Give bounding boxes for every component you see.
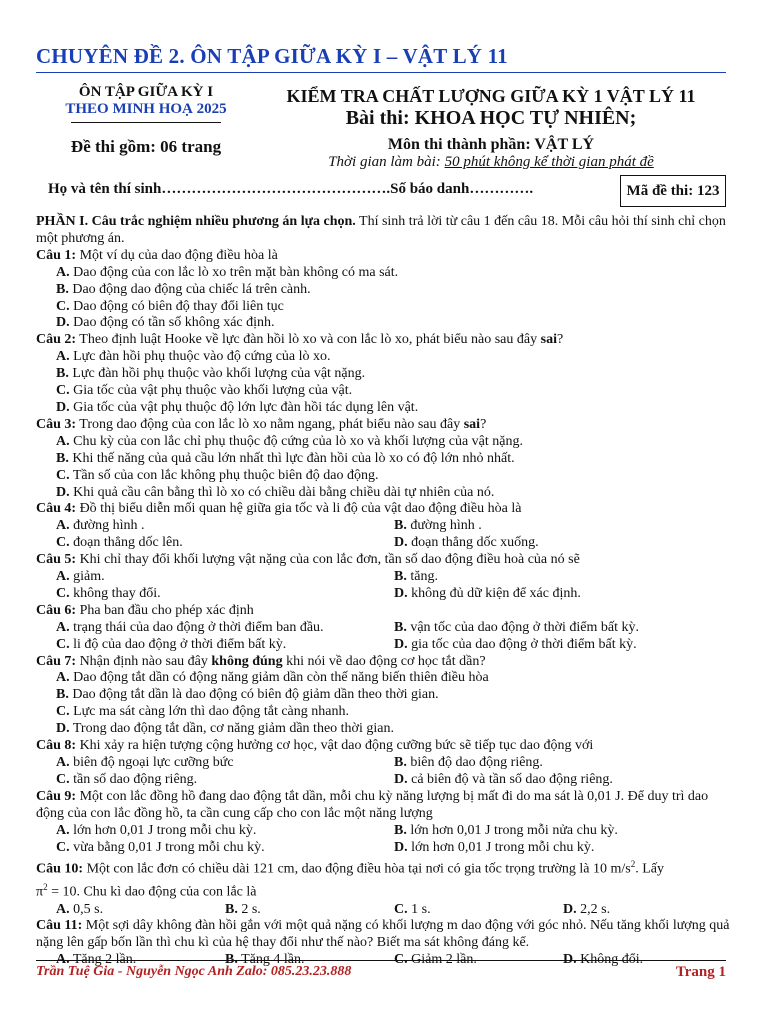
option-letter: C. xyxy=(56,636,70,652)
question-label: Câu 7: xyxy=(36,653,77,669)
option-text: Dao động có tần số không xác định. xyxy=(73,315,275,331)
option-text: biên độ dao động riêng. xyxy=(410,755,543,770)
question-tail: . Lấy xyxy=(635,862,665,878)
option-letter: C. xyxy=(56,585,70,601)
option-letter: C. xyxy=(394,901,408,917)
option-letter: D. xyxy=(394,535,408,551)
option-d xyxy=(563,902,732,919)
option-text: Dao động có biên độ thay đổi liên tục xyxy=(73,298,284,314)
option-d xyxy=(36,721,732,738)
option-letter: A. xyxy=(56,901,70,917)
option-text: Dao động của con lắc lò xo trên mặt bàn không có ma sát. xyxy=(73,264,399,280)
question-label: Câu 5: xyxy=(36,552,77,568)
exam-info-left xyxy=(48,84,244,157)
option-text: Tăng 2 lần. xyxy=(72,952,137,968)
page-number: 1 xyxy=(718,964,726,980)
page-count: Đề thi gồm: 06 trang xyxy=(70,137,222,156)
option-text: đường hình . xyxy=(73,518,145,534)
options-row-ab xyxy=(36,755,732,772)
left-divider xyxy=(71,122,221,123)
reference-label: THEO MINH HOẠ 2025 xyxy=(65,101,227,117)
option-b xyxy=(394,755,732,772)
option-letter: B. xyxy=(394,822,407,838)
question-text: Trong dao động của con lắc lò xo nằm ngang, phát biểu nào sau đây xyxy=(76,416,464,432)
option-c xyxy=(36,299,732,316)
question-label: Câu 4: xyxy=(36,501,77,517)
option-letter: A. xyxy=(56,264,70,280)
option-b xyxy=(36,366,732,383)
option-b xyxy=(394,823,732,840)
exam-info-right xyxy=(256,86,726,171)
option-text: vừa bằng 0,01 J trong mỗi chu kỳ. xyxy=(73,839,265,855)
options-row-cd xyxy=(36,840,732,857)
pi-symbol: π xyxy=(36,884,44,900)
question-text: Đồ thị biểu diễn mối quan hệ giữa gia tốc và li độ của vật dao động điều hòa là xyxy=(76,501,522,517)
option-c xyxy=(56,586,394,603)
option-c xyxy=(36,383,732,400)
option-letter: B. xyxy=(56,687,69,703)
option-text: Giảm 2 lần. xyxy=(411,952,477,968)
option-letter: D. xyxy=(56,484,70,500)
option-letter: A. xyxy=(56,518,70,534)
option-letter: B. xyxy=(394,755,407,770)
page-label: Trang xyxy=(675,964,719,980)
question-label: Câu 3: xyxy=(36,416,77,432)
option-text: Dao động dao động của chiếc lá trên cành. xyxy=(72,281,311,297)
option-letter: D. xyxy=(394,771,408,787)
question-label: Câu 8: xyxy=(36,738,77,754)
option-d xyxy=(36,315,732,332)
option-text: Dao động tắt dần là dao động có biên độ giảm dần theo thời gian. xyxy=(72,687,439,703)
question-3 xyxy=(36,417,732,434)
option-c xyxy=(56,772,394,789)
option-b xyxy=(36,282,732,299)
option-text: đoạn thẳng dốc xuống. xyxy=(411,535,539,551)
superscript: 2 xyxy=(43,882,48,892)
options-row-cd xyxy=(36,535,732,552)
options-row-ab xyxy=(36,518,732,535)
exam-title: KIỂM TRA CHẤT LƯỢNG GIỮA KỲ 1 VẬT LÝ 11 xyxy=(286,86,696,106)
question-text: Nhận định nào sau đây xyxy=(76,653,212,669)
question-emphasis: sai xyxy=(463,416,481,432)
option-text: giảm. xyxy=(73,569,105,585)
question-1 xyxy=(36,248,732,265)
options-row-ab xyxy=(36,620,732,637)
option-letter: B. xyxy=(56,366,69,382)
option-a xyxy=(56,620,394,637)
option-letter: B. xyxy=(394,518,407,534)
option-a xyxy=(36,434,732,451)
question-tail: khi nói về dao động cơ học tắt dần? xyxy=(282,653,486,669)
option-text: li độ của dao động ở thời điểm bất kỳ. xyxy=(73,636,287,652)
option-letter: D. xyxy=(394,636,408,652)
question-label: Câu 6: xyxy=(36,602,77,618)
option-c xyxy=(56,840,394,857)
option-d xyxy=(394,637,732,654)
question-text: Pha ban đầu cho phép xác định xyxy=(76,602,254,618)
option-letter: D. xyxy=(394,839,408,855)
options-row-cd xyxy=(36,637,732,654)
option-letter: C. xyxy=(394,952,408,968)
exam-subject: Bài thi: KHOA HỌC TỰ NHIÊN; xyxy=(345,107,637,129)
option-c xyxy=(36,704,732,721)
option-letter: A. xyxy=(56,952,70,968)
question-tail: ? xyxy=(480,416,487,432)
exam-code-box: Mã đề thi: 123 xyxy=(620,175,726,207)
exam-content xyxy=(36,214,732,969)
option-text: Gia tốc của vật phụ thuộc độ lớn lực đàn hồi tác dụng lên vật. xyxy=(73,399,419,415)
option-letter: A. xyxy=(56,619,70,635)
option-letter: C. xyxy=(56,298,70,314)
option-text: tăng. xyxy=(410,569,438,585)
question-10-line2 xyxy=(36,879,732,902)
time-label: Thời gian làm bài: xyxy=(328,154,445,170)
question-text: Một sợi dây không đàn hồi gắn với một quả nặng có khối lượng m dao động với góc nhỏ. Nếu tăng khối lượng quả nặng lên gấp bốn lần thì chu kì của hệ thay đổi như thế nào? Biết ma sát không đáng kể. xyxy=(36,918,730,951)
time-value: 50 phút không kể thời gian phát đề xyxy=(444,154,654,170)
option-text: 1 s. xyxy=(411,901,431,917)
option-letter: D. xyxy=(394,585,408,601)
question-text: Một con lắc đơn có chiều dài 121 cm, dao động điều hòa tại nơi có gia tốc trọng trường là 10 m/s xyxy=(83,862,631,878)
option-d xyxy=(394,535,732,552)
options-row-ab xyxy=(36,823,732,840)
option-c xyxy=(56,637,394,654)
option-text: Khi thế năng của quả cầu lớn nhất thì lực đàn hồi của lò xo có độ lớn nhỏ nhất. xyxy=(72,450,515,466)
part1-heading: PHẦN I. Câu trắc nghiệm nhiều phương án lựa chọn. xyxy=(36,214,356,229)
option-letter: B. xyxy=(56,450,69,466)
footer-author: Trần Tuệ Gia - Nguyễn Ngọc Anh Zalo: 085.23.23.888 xyxy=(36,964,352,979)
option-text: Tăng 4 lần. xyxy=(241,952,305,968)
question-10 xyxy=(36,856,732,879)
option-letter: B. xyxy=(56,281,69,297)
option-text: 0,5 s. xyxy=(73,901,104,917)
option-letter: A. xyxy=(56,349,70,365)
option-d xyxy=(36,485,732,502)
option-letter: A. xyxy=(56,433,70,449)
time-allowed xyxy=(256,154,726,171)
question-2 xyxy=(36,332,732,349)
option-a xyxy=(56,755,394,772)
question-text: Khi chỉ thay đổi khối lượng vật nặng của con lắc đơn, tần số dao động điều hoà của nó sẽ xyxy=(76,552,580,568)
option-a xyxy=(56,518,394,535)
option-text: Khi quả cầu cân bằng thì lò xo có chiều dài bằng chiều dài tự nhiên của nó. xyxy=(73,484,495,500)
question-text: Một ví dụ của dao động điều hòa là xyxy=(76,247,278,263)
option-text: lớn hơn 0,01 J trong mỗi chu kỳ. xyxy=(73,822,257,838)
option-text: Dao động tắt dần có động năng giảm dần còn thế năng biến thiên điều hòa xyxy=(73,670,489,686)
option-text: tần số dao động riêng. xyxy=(73,771,198,787)
part1-instruction xyxy=(36,214,732,248)
option-text: lớn hơn 0,01 J trong mỗi nửa chu kỳ. xyxy=(410,822,618,838)
part1-text: Thí sinh trả lời từ câu 1 đến câu 18. Mỗi câu hỏi thí sinh chỉ chọn một phương án. xyxy=(36,214,726,246)
option-text: đường hình . xyxy=(410,518,482,534)
option-text: không đủ dữ kiện để xác định. xyxy=(411,585,581,601)
question-tail: ? xyxy=(556,332,564,348)
question-text: Một con lắc đồng hồ đang dao động tắt dần, mỗi chu kỳ năng lượng bị mất đi do ma sát là 0,01 J. Để duy trì dao động của con lắc đồng hồ, ta cần cung cấp cho con lắc một năng lượng xyxy=(36,788,709,821)
option-text: Không đổi. xyxy=(580,952,644,968)
option-a xyxy=(56,823,394,840)
option-letter: B. xyxy=(225,952,238,968)
option-letter: C. xyxy=(56,704,70,720)
footer-divider xyxy=(36,960,726,961)
superscript: 2 xyxy=(630,859,636,870)
option-letter: C. xyxy=(56,771,70,787)
option-d xyxy=(36,400,732,417)
option-b xyxy=(394,518,732,535)
option-text: không thay đổi. xyxy=(73,585,161,601)
topic-title: CHUYÊN ĐỀ 2. ÔN TẬP GIỮA KỲ I – VẬT LÝ 11 xyxy=(36,44,508,68)
option-a xyxy=(36,265,732,282)
options-row-cd xyxy=(36,772,732,789)
option-letter: D. xyxy=(563,952,577,968)
question-emphasis: sai xyxy=(540,332,557,348)
option-letter: A. xyxy=(56,569,70,585)
option-b xyxy=(225,902,394,919)
option-text: trạng thái của dao động ở thời điểm ban đầu. xyxy=(73,619,324,635)
question-label: Câu 2: xyxy=(36,332,77,348)
option-a xyxy=(36,670,732,687)
option-letter: D. xyxy=(563,901,577,917)
option-b xyxy=(36,451,732,468)
option-b xyxy=(36,687,732,704)
option-d xyxy=(394,586,732,603)
title-divider xyxy=(36,72,726,73)
option-letter: B. xyxy=(394,619,407,635)
option-a xyxy=(36,349,732,366)
question-emphasis: không đúng xyxy=(211,653,283,669)
question-11 xyxy=(36,918,732,952)
question-label: Câu 1: xyxy=(36,247,77,263)
question-4 xyxy=(36,501,732,518)
option-letter: C. xyxy=(56,535,70,551)
component-subject: Môn thi thành phần: VẬT LÝ xyxy=(387,136,595,153)
option-d xyxy=(394,772,732,789)
option-b xyxy=(394,569,732,586)
question-label: Câu 10: xyxy=(36,862,84,878)
candidate-info-line: Họ và tên thí sinh……………………………………….Số báo danh…………. xyxy=(48,181,534,197)
option-letter: A. xyxy=(56,755,70,770)
option-letter: C. xyxy=(56,383,70,399)
option-letter: D. xyxy=(56,315,70,331)
option-letter: C. xyxy=(56,839,70,855)
option-text: Chu kỳ của con lắc chỉ phụ thuộc độ cứng của lò xo và khối lượng của vật nặng. xyxy=(73,433,523,449)
options-row xyxy=(36,902,732,919)
option-text: Lực ma sát càng lớn thì dao động tắt càng nhanh. xyxy=(73,704,349,720)
question-text: Theo định luật Hooke về lực đàn hồi lò xo và con lắc lò xo, phát biểu nào sau đây xyxy=(76,332,541,348)
option-text: vận tốc của dao động ở thời điểm bất kỳ. xyxy=(410,619,639,635)
option-text: biên độ ngoại lực cưỡng bức xyxy=(73,755,234,770)
option-letter: B. xyxy=(225,901,238,917)
option-text: 2 s. xyxy=(241,901,261,917)
question-5 xyxy=(36,552,732,569)
option-d xyxy=(394,840,732,857)
option-text: cả biên độ và tần số dao động riêng. xyxy=(411,771,613,787)
option-a xyxy=(56,902,225,919)
question-text: Khi xảy ra hiện tượng cộng hưởng cơ học, vật dao động cưỡng bức sẽ tiếp tục dao động với xyxy=(76,738,594,754)
option-c xyxy=(36,468,732,485)
question-9 xyxy=(36,789,732,823)
option-text: Gia tốc của vật phụ thuộc vào khối lượng của vật. xyxy=(73,383,353,399)
option-letter: D. xyxy=(56,721,70,737)
option-c xyxy=(56,535,394,552)
question-label: Câu 11: xyxy=(36,918,83,934)
question-7 xyxy=(36,654,732,671)
option-letter: A. xyxy=(56,822,70,838)
option-letter: D. xyxy=(56,399,70,415)
option-letter: B. xyxy=(394,569,407,585)
option-text: Lực đàn hồi phụ thuộc vào độ cứng của lò xo. xyxy=(73,349,331,365)
option-text: Trong dao động tắt dần, cơ năng giảm dần theo thời gian. xyxy=(72,721,394,737)
option-text: đoạn thẳng dốc lên. xyxy=(73,535,183,551)
footer-page-number xyxy=(676,964,726,981)
question-6 xyxy=(36,603,732,620)
option-letter: A. xyxy=(56,670,70,686)
options-row-cd xyxy=(36,586,732,603)
option-a xyxy=(56,569,394,586)
page-footer xyxy=(36,964,726,988)
option-text: gia tốc của dao động ở thời điểm bất kỳ. xyxy=(411,636,637,652)
option-c xyxy=(394,902,563,919)
review-label: ÔN TẬP GIỮA KỲ I xyxy=(78,84,214,100)
options-row-ab xyxy=(36,569,732,586)
option-text: lớn hơn 0,01 J trong mỗi chu kỳ. xyxy=(411,839,595,855)
question-8 xyxy=(36,738,732,755)
question-text: = 10. Chu kì dao động của con lắc là xyxy=(47,884,257,900)
option-b xyxy=(394,620,732,637)
question-label: Câu 9: xyxy=(36,788,77,804)
option-text: Tần số của con lắc không phụ thuộc biên độ dao động. xyxy=(72,467,379,483)
option-text: 2,2 s. xyxy=(580,901,611,917)
option-letter: C. xyxy=(56,467,70,483)
option-text: Lực đàn hồi phụ thuộc vào khối lượng của vật nặng. xyxy=(72,366,366,382)
